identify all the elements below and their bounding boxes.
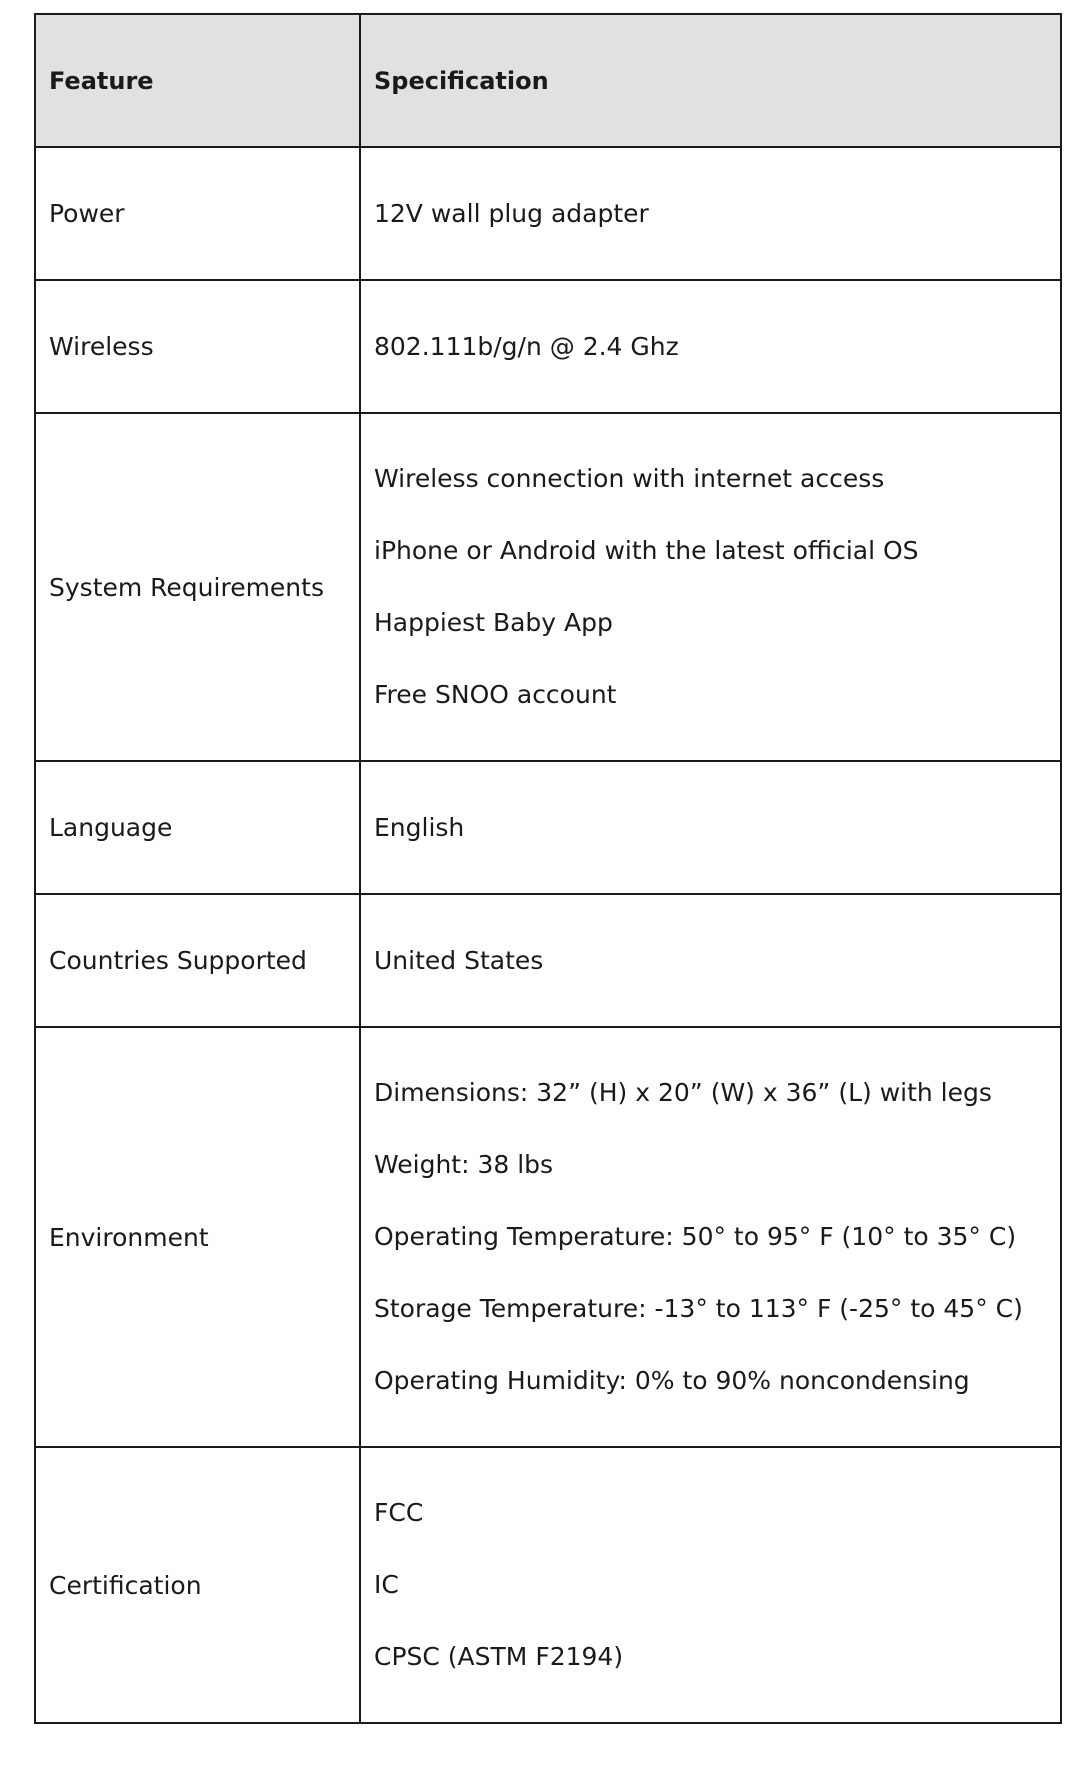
spec-line: 12V wall plug adapter bbox=[374, 198, 649, 228]
feature-cell: Environment bbox=[35, 1027, 360, 1447]
feature-cell: Language bbox=[35, 761, 360, 894]
spec-line: Free SNOO account bbox=[374, 680, 617, 709]
spec-cell bbox=[360, 1027, 1061, 1447]
spec-line: Weight: 38 lbs bbox=[374, 1150, 554, 1179]
header-feature: Feature bbox=[35, 14, 360, 147]
spec-line: iPhone or Android with the latest official OS bbox=[374, 536, 919, 565]
spec-line: FCC bbox=[374, 1498, 424, 1527]
spec-line: Happiest Baby App bbox=[374, 608, 613, 637]
header-specification: Specification bbox=[360, 14, 1061, 147]
spec-line: Wireless connection with internet access bbox=[374, 464, 885, 493]
spec-line: IC bbox=[374, 1570, 399, 1599]
table-row bbox=[35, 1027, 1061, 1447]
table-row bbox=[35, 761, 1061, 894]
feature-cell: Power bbox=[35, 147, 360, 280]
spec-table bbox=[34, 13, 1062, 1724]
spec-line: CPSC (ASTM F2194) bbox=[374, 1642, 624, 1671]
spec-cell bbox=[360, 1447, 1061, 1723]
spec-cell bbox=[360, 761, 1061, 894]
spec-line: Operating Temperature: 50° to 95° F (10° to 35° C) bbox=[374, 1222, 1017, 1251]
spec-line: English bbox=[374, 812, 465, 842]
table-row bbox=[35, 280, 1061, 413]
spec-cell bbox=[360, 280, 1061, 413]
spec-cell bbox=[360, 894, 1061, 1027]
spec-line: Dimensions: 32” (H) x 20” (W) x 36” (L) with legs bbox=[374, 1078, 992, 1107]
spec-line: 802.111b/g/n @ 2.4 Ghz bbox=[374, 331, 679, 361]
table-row bbox=[35, 147, 1061, 280]
feature-cell: Countries Supported bbox=[35, 894, 360, 1027]
table-row bbox=[35, 1447, 1061, 1723]
spec-line: Storage Temperature: -13° to 113° F (-25° to 45° C) bbox=[374, 1294, 1023, 1323]
spec-line: United States bbox=[374, 945, 544, 975]
table-row bbox=[35, 894, 1061, 1027]
feature-cell: System Requirements bbox=[35, 413, 360, 761]
spec-line: Operating Humidity: 0% to 90% noncondensing bbox=[374, 1366, 970, 1395]
feature-cell: Wireless bbox=[35, 280, 360, 413]
spec-cell bbox=[360, 147, 1061, 280]
table-header-row bbox=[35, 14, 1061, 147]
spec-cell bbox=[360, 413, 1061, 761]
table-row bbox=[35, 413, 1061, 761]
feature-cell: Certification bbox=[35, 1447, 360, 1723]
